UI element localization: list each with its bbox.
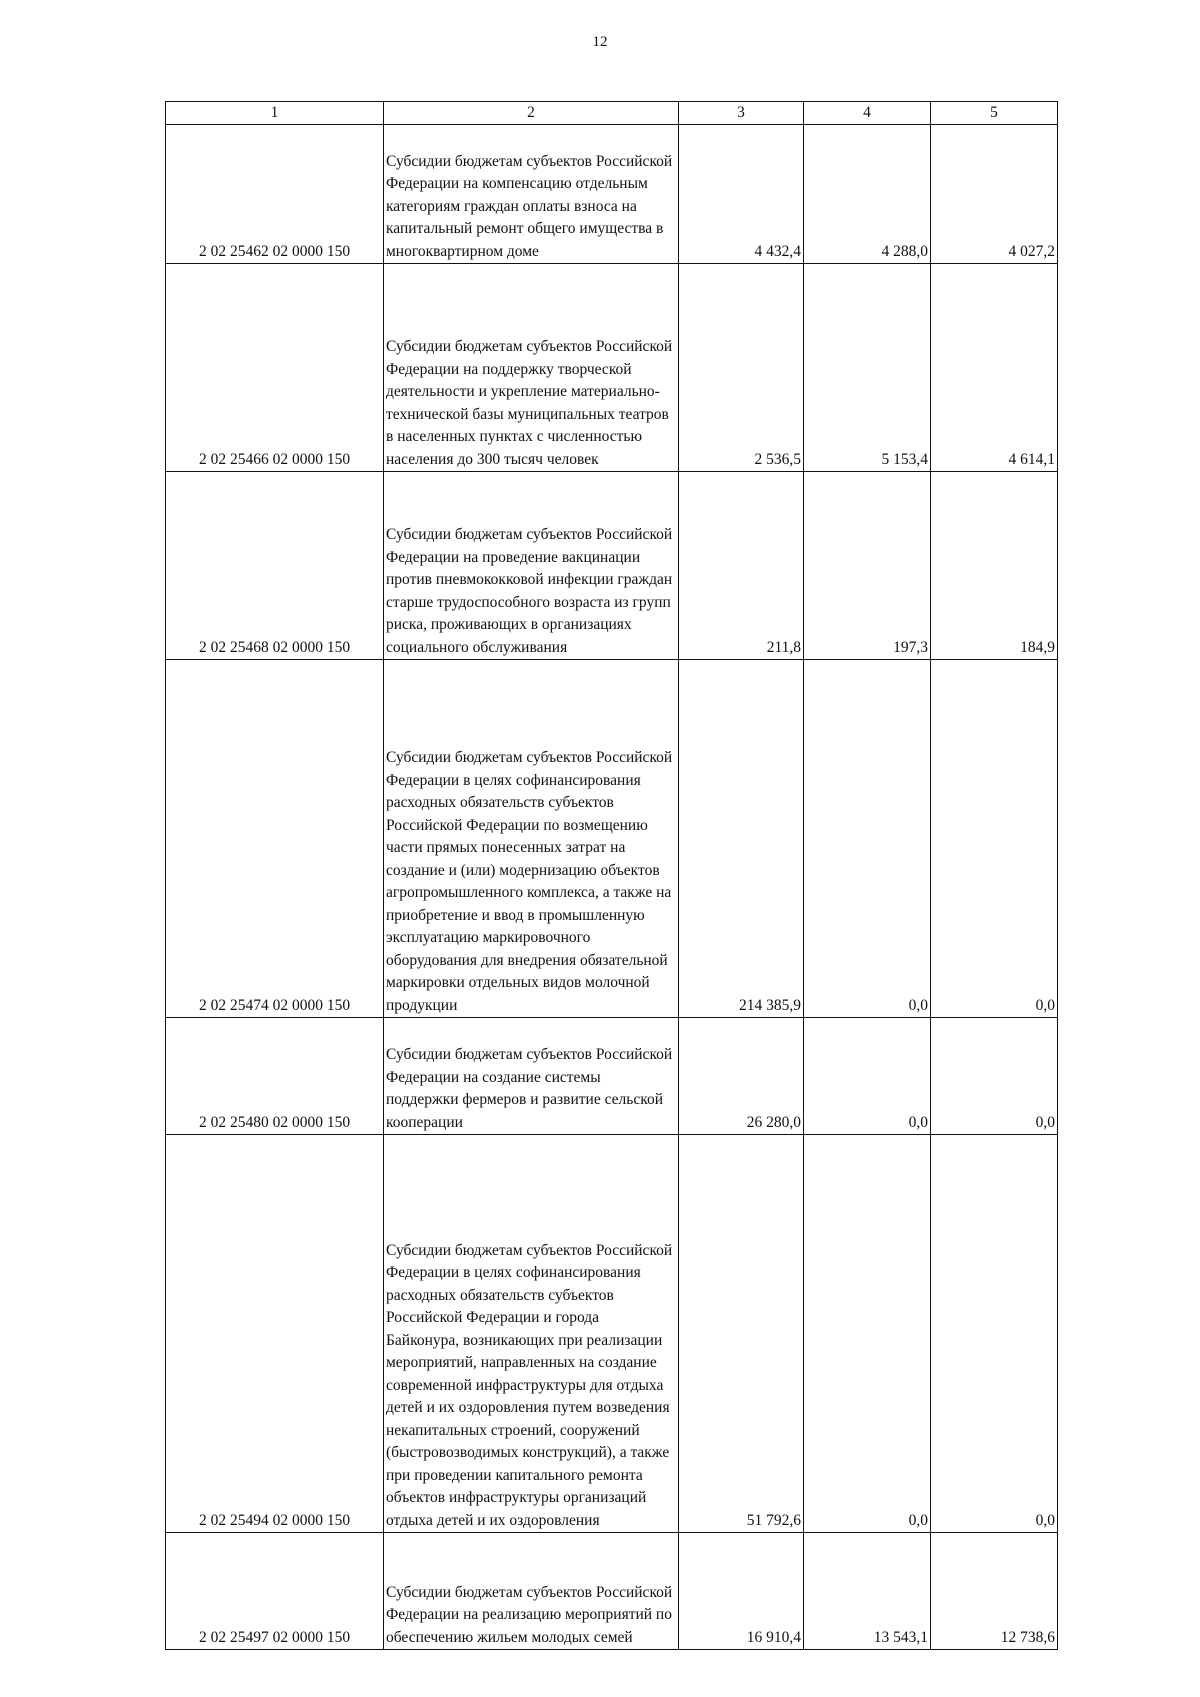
value-col-3: 51 792,6: [679, 1135, 804, 1533]
budget-code: 2 02 25468 02 0000 150: [166, 472, 384, 660]
page-number: 12: [592, 34, 608, 50]
value-col-3: 211,8: [679, 472, 804, 660]
budget-code: 2 02 25474 02 0000 150: [166, 660, 384, 1018]
income-description: Субсидии бюджетам субъектов Российской Федерации на поддержку творческой деятельности и укрепление материально-технической базы муниципальных театров в населенных пунктах с численностью населения до 300 тысяч человек: [384, 264, 679, 472]
value-col-4: 0,0: [804, 1135, 931, 1533]
column-header: 3: [679, 102, 804, 125]
income-description: Субсидии бюджетам субъектов Российской Федерации в целях софинансирования расходных обязательств субъектов Российской Федерации и города Байконура, возникающих при реализации мероприятий, направленных на создание современной инфраструктуры для отдыха детей и их оздоровления путем возведения некапитальных строений, сооружений (быстровозводимых конструкций), а также при проведении капитального ремонта объектов инфраструктуры организаций отдыха детей и их оздоровления: [384, 1135, 679, 1533]
column-header: 2: [384, 102, 679, 125]
column-header: 5: [931, 102, 1058, 125]
value-col-5: 184,9: [931, 472, 1058, 660]
table-row: [166, 1533, 1058, 1650]
value-col-3: 4 432,4: [679, 125, 804, 264]
value-col-3: 26 280,0: [679, 1018, 804, 1135]
value-col-4: 5 153,4: [804, 264, 931, 472]
value-col-4: 0,0: [804, 1018, 931, 1135]
budget-table: [165, 101, 1058, 1650]
column-header: 4: [804, 102, 931, 125]
value-col-5: 0,0: [931, 1018, 1058, 1135]
income-description: Субсидии бюджетам субъектов Российской Федерации на компенсацию отдельным категориям граждан оплаты взноса на капитальный ремонт общего имущества в многоквартирном доме: [384, 125, 679, 264]
value-col-5: 12 738,6: [931, 1533, 1058, 1650]
table-header-row: [166, 102, 1058, 125]
value-col-5: 0,0: [931, 660, 1058, 1018]
value-col-5: 0,0: [931, 1135, 1058, 1533]
value-col-4: 13 543,1: [804, 1533, 931, 1650]
budget-code: 2 02 25497 02 0000 150: [166, 1533, 384, 1650]
budget-code: 2 02 25466 02 0000 150: [166, 264, 384, 472]
income-description: Субсидии бюджетам субъектов Российской Федерации на проведение вакцинации против пневмококковой инфекции граждан старше трудоспособного возраста из групп риска, проживающих в организациях социального обслуживания: [384, 472, 679, 660]
income-description: Субсидии бюджетам субъектов Российской Федерации на создание системы поддержки фермеров и развитие сельской кооперации: [384, 1018, 679, 1135]
value-col-4: 4 288,0: [804, 125, 931, 264]
budget-code: 2 02 25462 02 0000 150: [166, 125, 384, 264]
value-col-4: 197,3: [804, 472, 931, 660]
value-col-5: 4 027,2: [931, 125, 1058, 264]
column-header: 1: [166, 102, 384, 125]
income-description: Субсидии бюджетам субъектов Российской Федерации в целях софинансирования расходных обязательств субъектов Российской Федерации по возмещению части прямых понесенных затрат на создание и (или) модернизацию объектов агропромышленного комплекса, а также на приобретение и ввод в промышленную эксплуатацию маркировочного оборудования для внедрения обязательной маркировки отдельных видов молочной продукции: [384, 660, 679, 1018]
table-row: [166, 264, 1058, 472]
value-col-3: 214 385,9: [679, 660, 804, 1018]
income-description: Субсидии бюджетам субъектов Российской Федерации на реализацию мероприятий по обеспечению жильем молодых семей: [384, 1533, 679, 1650]
value-col-3: 2 536,5: [679, 264, 804, 472]
table-row: [166, 1018, 1058, 1135]
budget-code: 2 02 25480 02 0000 150: [166, 1018, 384, 1135]
budget-code: 2 02 25494 02 0000 150: [166, 1135, 384, 1533]
table-row: [166, 472, 1058, 660]
value-col-4: 0,0: [804, 660, 931, 1018]
table-row: [166, 1135, 1058, 1533]
value-col-3: 16 910,4: [679, 1533, 804, 1650]
table-row: [166, 660, 1058, 1018]
value-col-5: 4 614,1: [931, 264, 1058, 472]
table-row: [166, 125, 1058, 264]
